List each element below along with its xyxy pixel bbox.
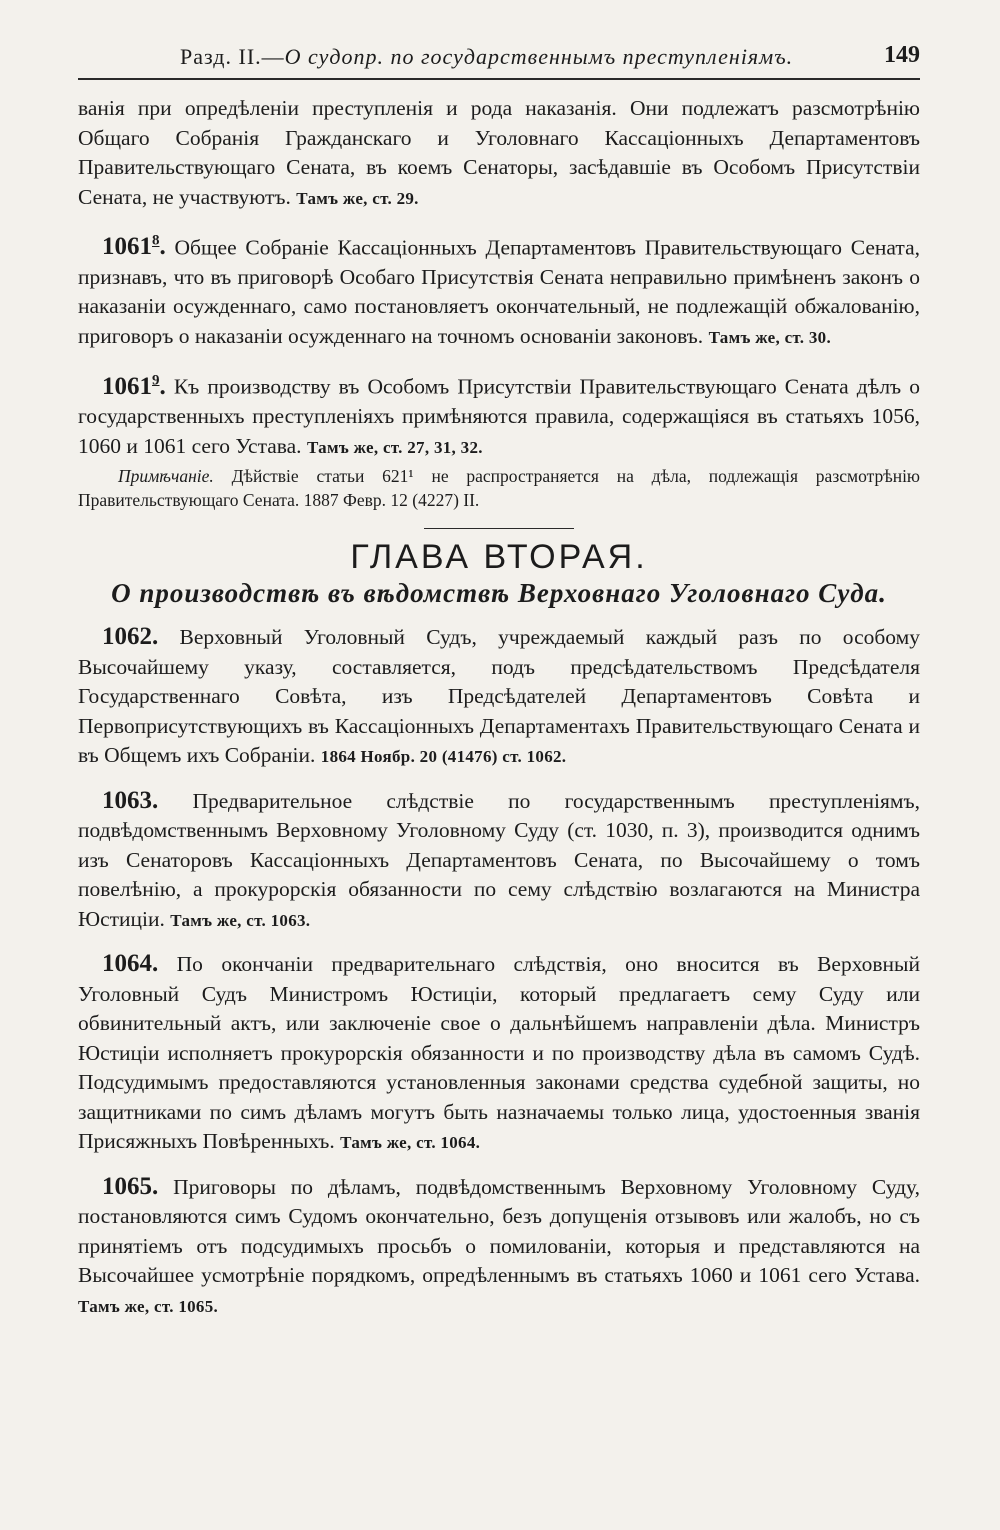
article-1061-9 bbox=[78, 366, 920, 462]
running-title bbox=[180, 44, 793, 70]
section-label: Разд. II.— bbox=[180, 44, 285, 69]
article-1065 bbox=[78, 1172, 920, 1322]
article-ref: Тамъ же, ст. 30. bbox=[708, 327, 832, 347]
section-title: О судопр. по государственнымъ преступленіямъ. bbox=[284, 44, 794, 69]
article-text: Верховный Уголовный Судъ, учреждаемый каждый разъ по особому Высочайшему указу, составляется, подъ предсѣдательствомъ Предсѣдателя Государственнаго Совѣта, изъ Предсѣдателей Департаментовъ Совѣта и Первоприсутствующихъ въ Кассаціонныхъ Департаментахъ Правительствующаго Сената и въ Общемъ ихъ Собраніи. bbox=[78, 625, 920, 768]
article-number: 1063. bbox=[102, 786, 159, 814]
article-ref: Тамъ же, ст. 1064. bbox=[340, 1133, 481, 1153]
article-ref: 1864 Ноябр. 20 (41476) ст. 1062. bbox=[320, 747, 567, 767]
continuation-ref: Тамъ же, ст. 29. bbox=[296, 188, 419, 208]
article-text: Предварительное слѣдствіе по государственнымъ преступленіямъ, подвѣдомственнымъ Верховному Уголовному Суду (ст. 1030, п. 3), производится однимъ изъ Сенаторовъ Кассаціонныхъ Департаментовъ Сената, по Высочайшему о томъ повелѣнію, а прокурорскія обязанности по сему слѣдствію возлагаются на Министра Юстиціи. bbox=[78, 788, 921, 931]
article-1062 bbox=[78, 622, 920, 772]
page-number: 149 bbox=[884, 42, 920, 68]
article-number: 1061$^8$. bbox=[102, 233, 166, 261]
chapter-subtitle: О производствѣ въ вѣдомствѣ Верховнаго Уголовнаго Суда. bbox=[111, 577, 887, 608]
article-superscript: 8 bbox=[152, 233, 160, 249]
article-ref: Тамъ же, ст. 1063. bbox=[170, 910, 311, 930]
article-number: 1065. bbox=[102, 1172, 159, 1200]
article-ref: Тамъ же, ст. 27, 31, 32. bbox=[306, 437, 483, 457]
article-number: 1064. bbox=[102, 950, 159, 978]
article-text: Къ производству въ Особомъ Присутствіи Правительствующаго Сената дѣлъ о государственныхъ преступленіяхъ примѣняются правила, содержащіяся въ статьяхъ 1056, 1060 и 1061 сего Устава. bbox=[78, 374, 921, 458]
article-1063 bbox=[78, 786, 920, 936]
article-text: Приговоры по дѣламъ, подвѣдомственнымъ Верховному Уголовному Суду, постановляются симъ Судомъ окончательно, безъ допущенія отзывовъ или жалобъ, но съ принятіемъ отъ подсудимыхъ просьбъ о помилованіи, которыя и представляются на Высочайшее усмотрѣніе порядкомъ, опредѣленнымъ въ статьяхъ 1060 и 1061 сего Устава. bbox=[78, 1174, 921, 1288]
article-ref: Тамъ же, ст. 1065. bbox=[78, 1296, 219, 1316]
note-text: Дѣйствіе статьи 621¹ не распространяется на дѣла, подлежащія разсмотрѣнію Правительствующаго Сената. 1887 Февр. 12 (4227) II. bbox=[78, 466, 921, 511]
article-number: 1061$^9$. bbox=[102, 372, 166, 400]
page-body bbox=[78, 94, 920, 1321]
continuation-paragraph bbox=[78, 94, 920, 213]
running-header bbox=[78, 38, 920, 80]
footnote-remark bbox=[78, 464, 920, 512]
chapter-heading: ГЛАВА ВТОРАЯ. bbox=[350, 538, 648, 577]
article-1061-8 bbox=[78, 227, 920, 352]
article-1064 bbox=[78, 949, 920, 1158]
article-number: 1062. bbox=[102, 623, 159, 651]
article-text: По окончаніи предварительнаго слѣдствія, оно вносится въ Верховный Уголовный Судъ Министромъ Юстиціи, который предлагаетъ сему Суду или обвинительный актъ, или заключеніе свое о дальнѣйшемъ направленіи дѣла. Министръ Юстиціи исполняетъ прокурорскія обязанности и по производству дѣла въ самомъ Судѣ. Подсудимымъ предоставляются установленныя законами средства судебной защиты, но защитниками по симъ дѣламъ могутъ быть назначаемы только лица, удостоенныя званія Присяжныхъ Повѣренныхъ. bbox=[78, 952, 921, 1154]
section-divider bbox=[424, 528, 574, 529]
article-text: Общее Собраніе Кассаціонныхъ Департаментовъ Правительствующаго Сената, признавъ, что въ приговорѣ Особаго Присутствія Сената неправильно примѣненъ законъ о наказаніи осужденнаго, само постановляетъ окончательный, не подлежащій обжалованію, приговоръ о наказаніи осужденнаго на точномъ основаніи законовъ. bbox=[78, 235, 920, 348]
continuation-text: ванія при опредѣленіи преступленія и рода наказанія. Они подлежатъ разсмотрѣнію Общаго Собранія Гражданскаго и Уголовнаго Кассаціонныхъ Департаментовъ Правительствующаго Сената, въ коемъ Сенаторы, засѣдавшіе въ Особомъ Присутствіи Сената, не участвуютъ. bbox=[78, 96, 920, 209]
note-label: Примѣчаніе. bbox=[118, 466, 214, 487]
article-superscript: 9 bbox=[152, 372, 160, 389]
